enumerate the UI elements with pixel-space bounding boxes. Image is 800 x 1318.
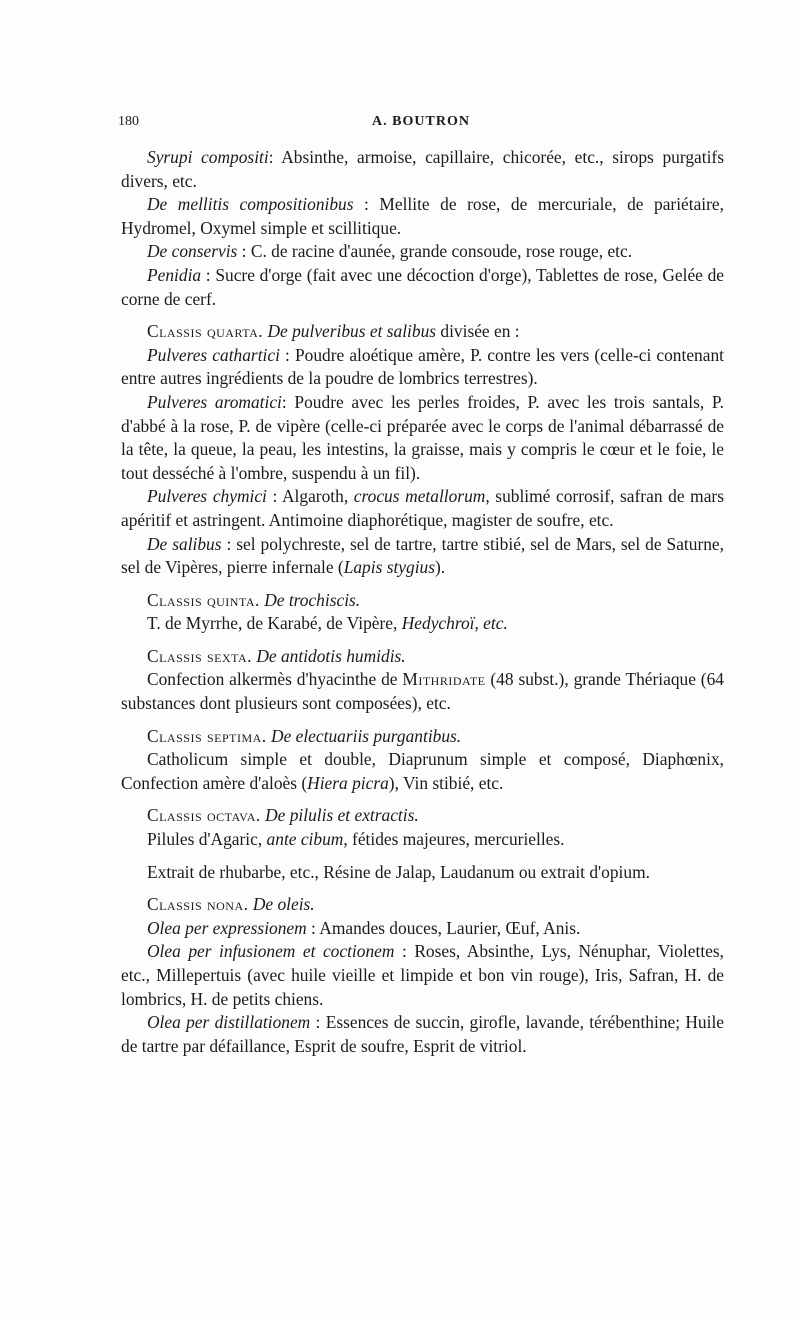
classis-after: divisée en : — [436, 321, 520, 342]
entry-lead: Olea per distillationem — [147, 1012, 311, 1033]
entry-text: Poudre avec les perles froides, P. avec les trois santals, P. d'abbé à la rose, P. de vipère (celle-ci préparée avec le corps de l'animal débarrassé de la tête, la queue, la peau, les intestins, la graisse, mais y compris le cœur et le foie, le tout desséché à l'ombre, suspendu à un fil). — [121, 391, 725, 483]
entry-separator: : — [221, 533, 232, 554]
entry-text: Confection alkermès d'hyacinthe de Mithridate (48 subst.), grande Thériaque (64 substances dont plusieurs sont composées), etc. — [121, 669, 724, 714]
entry-text: Sucre d'orge (fait avec une décoction d'orge), Tablettes de rose, Gelée de corne de cerf. — [121, 264, 724, 309]
entry-text: Extrait de rhubarbe, etc., Résine de Jalap, Laudanum ou extrait d'opium. — [147, 861, 650, 882]
classis-label: Classis sexta. — [147, 645, 253, 666]
running-title: A. BOUTRON — [372, 114, 470, 129]
entry-separator: : — [279, 344, 290, 365]
entry-paragraph — [121, 828, 724, 852]
entry-text: Mellite de rose, de mercuriale, de pariétaire, Hydromel, Oxymel simple et scillitique. — [121, 194, 724, 238]
classis-heading — [121, 725, 724, 749]
classis-title: De trochiscis. — [259, 589, 361, 610]
entry-lead: Olea per infusionem et coctionem — [147, 941, 395, 962]
entry-paragraph — [121, 612, 724, 636]
classis-heading — [121, 645, 724, 669]
entry-paragraph — [121, 240, 724, 264]
entry-text: Poudre aloétique amère, P. contre les vers (celle-ci contenant entre autres ingrédients de la poudre de lombrics terrestres). — [121, 344, 724, 389]
entry-text: Roses, Absinthe, Lys, Nénuphar, Violettes, etc., Millepertuis (avec huile vieille et limpide et bon vin rouge), Iris, Safran, H. de lombrics, H. de petits chiens. — [121, 941, 724, 1009]
body-text — [121, 146, 724, 1058]
classis-title: De electuariis purgantibus. — [266, 725, 462, 746]
entry-lead: Pulveres cathartici — [147, 344, 280, 365]
entry-separator: : — [353, 194, 369, 215]
entry-separator: : — [306, 917, 316, 938]
entry-text: Catholicum simple et double, Diaprunum simple et composé, Diaphœnix, Confection amère d'aloès (Hiera picra), Vin stibié, etc. — [121, 749, 724, 793]
entry-paragraph — [121, 748, 724, 795]
classis-heading — [121, 804, 724, 828]
classis-title: De antidotis humidis. — [252, 645, 406, 666]
entry-paragraph — [121, 391, 724, 485]
classis-heading — [121, 320, 724, 344]
classis-title: De oleis. — [248, 894, 315, 915]
classis-heading — [121, 893, 724, 917]
entry-text: sel polychreste, sel de tartre, tartre stibié, sel de Mars, sel de Saturne, sel de Vipères, pierre infernale (Lapis stygius). — [121, 533, 724, 578]
entry-lead: Pulveres chymici — [147, 486, 267, 507]
entry-text: T. de Myrrhe, de Karabé, de Vipère, Hedychroï, etc. — [147, 613, 508, 634]
entry-paragraph — [121, 861, 724, 885]
entry-text: Pilules d'Agaric, ante cibum, fétides majeures, mercurielles. — [147, 829, 565, 850]
classis-label: Classis quinta. — [147, 589, 260, 610]
entry-paragraph — [121, 1011, 724, 1058]
entry-separator: : — [268, 147, 274, 167]
entry-separator: : — [394, 941, 407, 962]
classis-heading — [121, 589, 724, 613]
entry-separator: : — [281, 391, 287, 412]
entry-text: Algaroth, crocus metallorum, sublimé corrosif, safran de mars apéritif et astringent. Antimoine diaphorétique, magister de soufre, etc. — [121, 486, 724, 530]
classis-label: Classis nona. — [147, 894, 249, 915]
entry-separator: : — [310, 1012, 321, 1033]
classis-label: Classis quarta. — [147, 321, 264, 342]
entry-text: Essences de succin, girofle, lavande, térébenthine; Huile de tartre par défaillance, Esprit de soufre, Esprit de vitriol. — [121, 1012, 724, 1056]
classis-title: De pulveribus et salibus — [263, 321, 437, 342]
entry-text: Amandes douces, Laurier, Œuf, Anis. — [315, 917, 581, 938]
entry-paragraph — [121, 264, 724, 311]
entry-paragraph — [121, 485, 724, 532]
entry-lead: De conservis — [147, 241, 238, 262]
entry-text: C. de racine d'aunée, grande consoude, rose rouge, etc. — [246, 241, 633, 262]
entry-separator: : — [266, 486, 278, 507]
entry-paragraph — [121, 668, 724, 715]
page-header — [118, 112, 724, 136]
entry-lead: Syrupi compositi — [147, 147, 269, 167]
entry-separator: : — [201, 264, 211, 285]
page-number: 180 — [118, 114, 139, 129]
entry-lead: De salibus — [147, 533, 222, 554]
entry-lead: Olea per expressionem — [147, 917, 307, 938]
entry-lead: De mellitis compositionibus — [147, 194, 354, 215]
entry-lead: Pulveres aromatici — [147, 391, 282, 412]
entry-text: Absinthe, armoise, capillaire, chicorée, etc., sirops purgatifs divers, etc. — [121, 147, 724, 191]
entry-lead: Penidia — [147, 264, 202, 285]
entry-separator: : — [237, 241, 247, 262]
entry-paragraph — [121, 146, 724, 193]
classis-title: De pilulis et extractis. — [260, 805, 419, 826]
entry-paragraph — [121, 940, 724, 1011]
entry-paragraph — [121, 344, 724, 391]
classis-label: Classis octava. — [147, 805, 261, 826]
classis-label: Classis septima. — [147, 725, 267, 746]
entry-paragraph — [121, 533, 724, 580]
entry-paragraph — [121, 193, 724, 240]
entry-paragraph — [121, 917, 724, 941]
